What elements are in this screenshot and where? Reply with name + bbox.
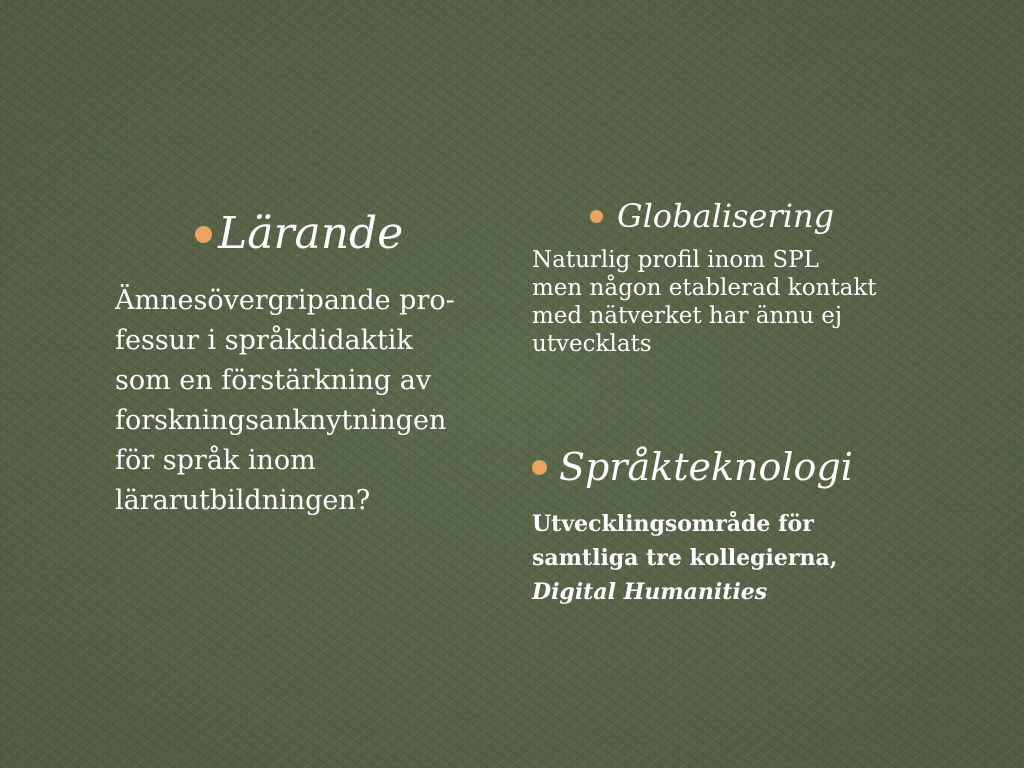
sprakteknologi-line: samtliga tre kollegierna, <box>532 545 838 571</box>
heading-globalisering <box>590 196 834 236</box>
heading-sprakteknologi <box>532 444 853 490</box>
larande-body <box>115 281 455 521</box>
bullet-dot-icon <box>532 460 547 475</box>
globalisering-line: med nätverket har ännu ej <box>532 303 842 329</box>
heading-larande-text: Lärande <box>218 208 404 259</box>
heading-larande <box>195 208 403 260</box>
heading-sprakteknologi-text: Språkteknologi <box>559 445 853 489</box>
heading-globalisering-text: Globalisering <box>617 197 835 235</box>
globalisering-body <box>532 246 877 358</box>
sprakteknologi-body <box>532 507 837 609</box>
larande-line: lärarutbildningen? <box>115 485 371 516</box>
bullet-dot-icon <box>195 226 212 243</box>
globalisering-line: Naturlig profil inom SPL <box>532 247 819 273</box>
larande-line: forskningsanknytningen <box>115 405 447 436</box>
larande-line: Ämnesövergripande pro- <box>115 285 455 316</box>
larande-line: fessur i språkdidaktik <box>115 325 413 356</box>
sprakteknologi-emphasis: Digital Humanities <box>532 579 768 605</box>
larande-line: för språk inom <box>115 445 316 476</box>
globalisering-line: men någon etablerad kontakt <box>532 275 877 301</box>
bullet-dot-icon <box>590 210 603 223</box>
globalisering-line: utvecklats <box>532 331 652 357</box>
larande-line: som en förstärkning av <box>115 365 432 396</box>
sprakteknologi-line: Utvecklingsområde för <box>532 511 814 537</box>
